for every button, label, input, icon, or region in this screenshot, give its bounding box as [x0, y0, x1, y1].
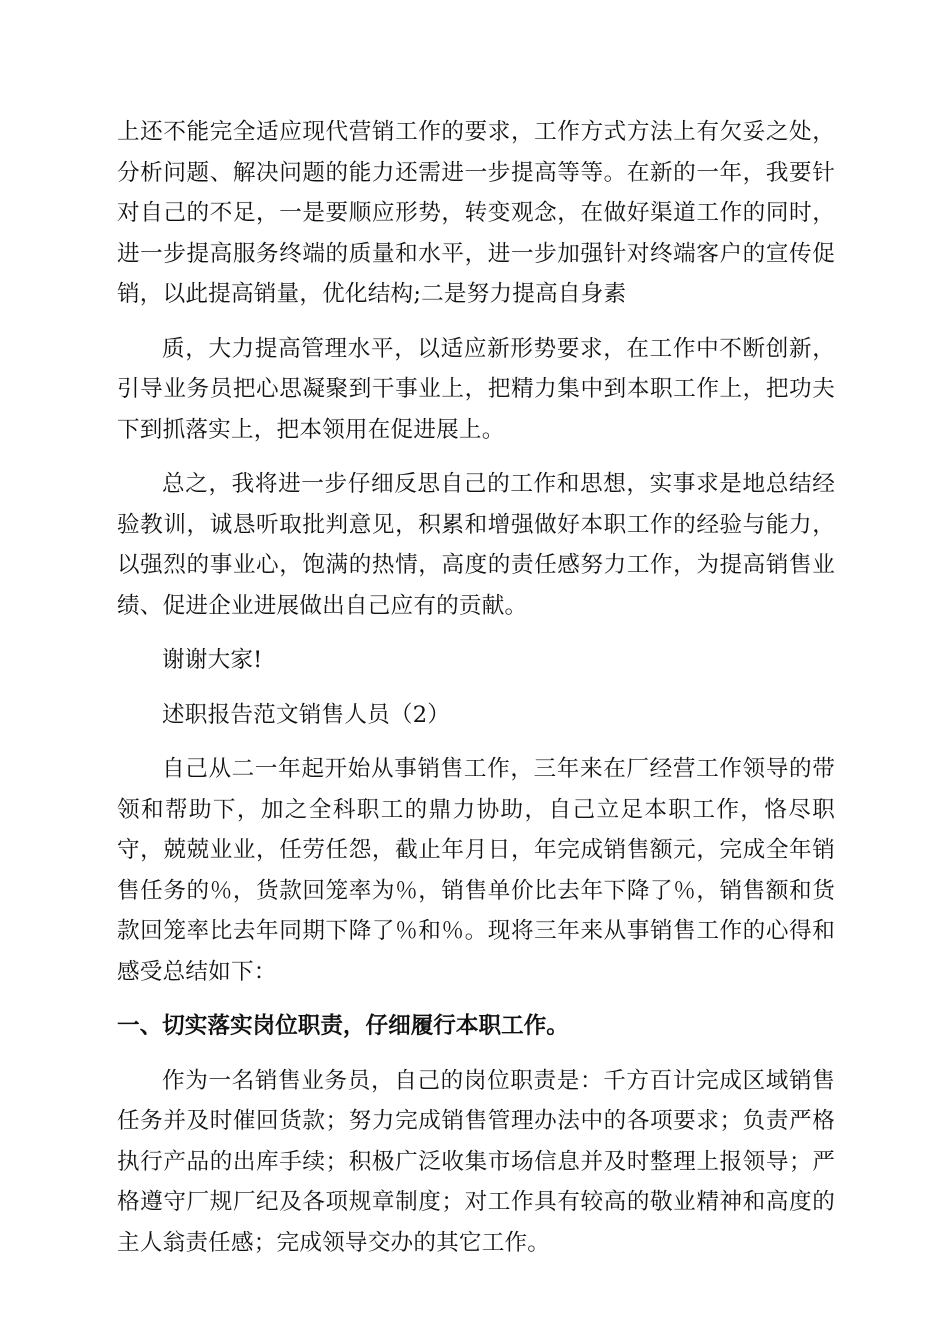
document-body — [117, 112, 835, 1263]
paragraph-duties: 作为一名销售业务员，自己的岗位职责是：千方百计完成区域销售任务并及时催回货款；努力完成销售管理办法中的各项要求；负责严格执行产品的出库手续；积极广泛收集市场信息并及时整理上报领导；严格遵守厂规厂纪及各项规章制度；对工作具有较高的敬业精神和高度的主人翁责任感；完成领导交办的其它工作。 — [117, 1067, 835, 1256]
paragraph-continuation: 上还不能完全适应现代营销工作的要求，工作方式方法上有欠妥之处，分析问题、解决问题的能力还需进一步提高等等。在新的一年，我要针对自己的不足，一是要顺应形势，转变观念，在做好渠道工作的同时，进一步提高服务终端的质量和水平，进一步加强针对终端客户的宣传促销，以此提高销量，优化结构;二是努力提高自身素 — [117, 119, 835, 307]
paragraph-summary: 总之，我将进一步仔细反思自己的工作和思想，实事求是地总结经验教训，诚恳听取批判意见，积累和增强做好本职工作的经验与能力，以强烈的事业心，饱满的热情，高度的责任感努力工作，为提高销售业绩、促进企业进展做出自己应有的贡献。 — [117, 471, 835, 619]
section-heading-1: 一、切实落实岗位职责，仔细履行本职工作。 — [117, 1013, 569, 1039]
paragraph-intro: 自己从二一年起开始从事销售工作，三年来在厂经营工作领导的带领和帮助下，加之全科职工的鼎力协助，自己立足本职工作，恪尽职守，兢兢业业，任劳任怨，截止年月日，年完成销售额元，完成全年销售任务的％，货款回笼率为％，销售单价比去年下降了％，销售额和货款回笼率比去年同期下降了％和％。现将三年来从事销售工作的心得和感受总结如下： — [117, 756, 835, 985]
section-title: 述职报告范文销售人员（2） — [162, 701, 451, 728]
paragraph-thanks: 谢谢大家! — [162, 647, 263, 673]
paragraph-management: 质，大力提高管理水平，以适应新形势要求，在工作中不断创新，引导业务员把心思凝聚到干事业上，把精力集中到本职工作上，把功夫下到抓落实上，把本领用在促进展上。 — [117, 335, 835, 443]
